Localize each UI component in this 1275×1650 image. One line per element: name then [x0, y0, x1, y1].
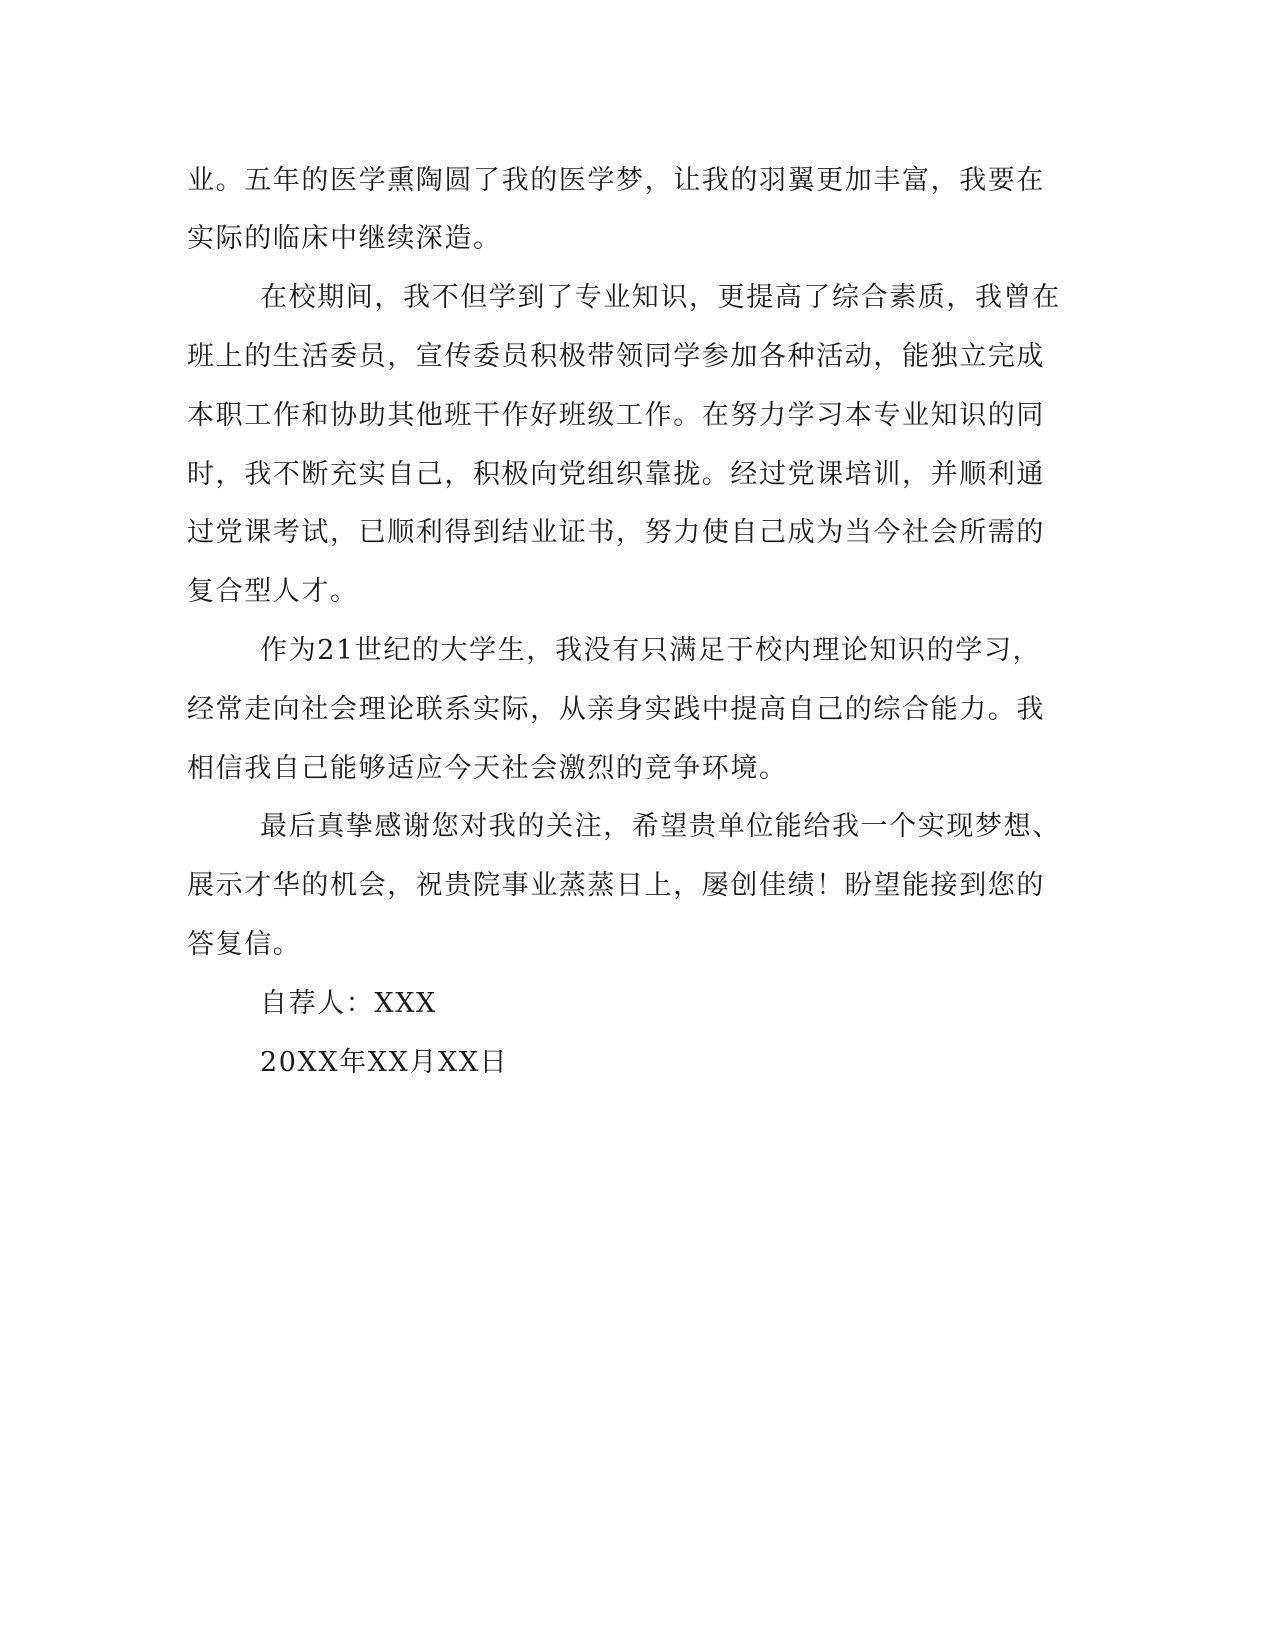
paragraph-line: 本职工作和协助其他班干作好班级工作。在努力学习本专业知识的同: [187, 400, 1045, 431]
paragraph-line: 复合型人才。: [187, 576, 359, 607]
signature-line: 自荐人：XXX: [260, 988, 437, 1019]
paragraph-line: 时，我不断充实自己，积极向党组织靠拢。经过党课培训，并顺利通: [187, 459, 1045, 490]
paragraph-line: 班上的生活委员，宣传委员积极带领同学参加各种活动，能独立完成: [187, 341, 1045, 372]
paragraph-line: 最后真挚感谢您对我的关注，希望贵单位能给我一个实现梦想、: [260, 811, 1061, 842]
paragraph-line: 在校期间，我不但学到了专业知识，更提高了综合素质，我曾在: [260, 282, 1061, 313]
date-line: 20XX年XX月XX日: [260, 1047, 509, 1078]
paragraph-line: 作为21世纪的大学生，我没有只满足于校内理论知识的学习，: [260, 635, 1042, 666]
paragraph-line: 过党课考试，已顺利得到结业证书，努力使自己成为当今社会所需的: [187, 517, 1045, 548]
paragraph-line: 实际的临床中继续深造。: [187, 223, 502, 254]
paragraph-line: 经常走向社会理论联系实际，从亲身实践中提高自己的综合能力。我: [187, 694, 1045, 725]
paragraph-line: 业。五年的医学熏陶圆了我的医学梦，让我的羽翼更加丰富，我要在: [187, 165, 1045, 196]
paragraph-line: 相信我自己能够适应今天社会激烈的竞争环境。: [187, 753, 788, 784]
paragraph-line: 答复信。: [187, 929, 302, 960]
paragraph-line: 展示才华的机会，祝贵院事业蒸蒸日上，屡创佳绩！盼望能接到您的: [187, 870, 1045, 901]
